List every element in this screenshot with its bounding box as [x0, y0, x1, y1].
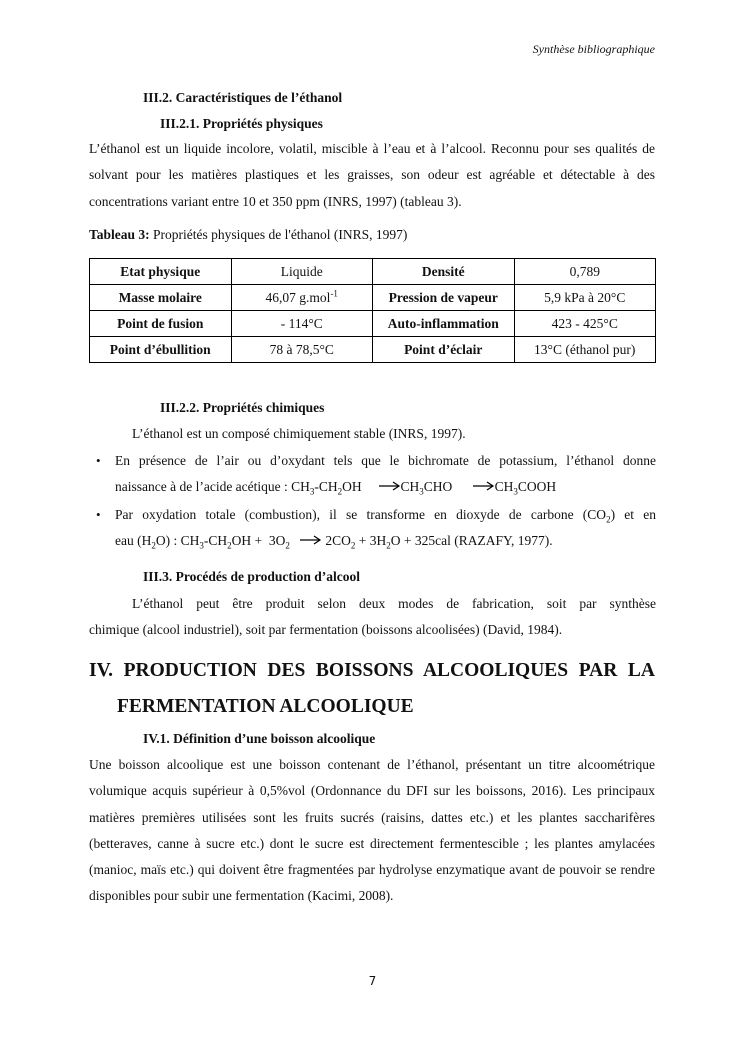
table-cell: - 114°C	[231, 311, 373, 337]
table-caption-text: Propriétés physiques de l'éthanol (INRS, 1997)	[149, 227, 408, 242]
production-line-1: L’éthanol peut être produit selon deux modes de fabrication, soit par synthèse	[132, 596, 656, 611]
subsection-title-3-2-1: III.2.1. Propriétés physiques	[160, 116, 323, 131]
bullet-2-line-2: eau $(H_2O)$ : $CH_3-CH_2OH + 3O_2$ $2CO_2 + 3H_2O + 325cal$ (RAZAFY, 1977).	[115, 533, 553, 551]
table-cell: Densité	[373, 259, 515, 285]
bullet-1-line-2: naissance à de l’acide acétique : $CH_3-CH_2OH$ $CH_3CHO$ $CH_3COOH$	[115, 479, 557, 497]
table-cell	[231, 285, 373, 311]
production-line-2: chimique (alcool industriel), soit par fermentation (boissons alcoolisées) (David, 1984).	[89, 622, 563, 637]
bullet-icon: •	[96, 507, 101, 522]
running-header: Synthèse bibliographique	[532, 42, 655, 56]
table-cell: Masse molaire	[90, 285, 232, 311]
molar-mass-exponent: -1	[330, 288, 338, 298]
table-cell: Etat physique	[90, 259, 232, 285]
chemical-stability-text: L’éthanol est un composé chimiquement stable (INRS, 1997).	[132, 426, 466, 441]
table-cell: 423 - 425°C	[514, 311, 656, 337]
page-number: 7	[368, 974, 377, 988]
table-cell: 13°C (éthanol pur)	[514, 337, 656, 363]
table-cell: 5,9 kPa à 20°C	[514, 285, 656, 311]
physical-properties-paragraph: L’éthanol est un liquide incolore, volatil, miscible à l’eau et à l’alcool. Reconnu pour ses qualités de solvant pour les matières plastiques et les graisses, son odeur est agréable et détectable à des concentrations variant entre 10 et 350 ppm (INRS, 1997) (tableau 3).	[89, 141, 655, 209]
table-row	[90, 337, 656, 363]
chapter-title-line-1: IV. PRODUCTION DES BOISSONS ALCOOLIQUES PAR LA	[89, 660, 655, 681]
table-cell: Auto-inflammation	[373, 311, 515, 337]
table-cell: 0,789	[514, 259, 656, 285]
table-cell: Point de fusion	[90, 311, 232, 337]
table-cell: Liquide	[231, 259, 373, 285]
table-row	[90, 259, 656, 285]
arrow-icon	[379, 481, 401, 491]
table-cell: Pression de vapeur	[373, 285, 515, 311]
bullet-icon: •	[96, 453, 101, 468]
subsection-title-3-2-2: III.2.2. Propriétés chimiques	[160, 400, 325, 415]
table-cell: Point d’ébullition	[90, 337, 232, 363]
bullet-1-line-1: En présence de l’air ou d’oxydant tels que le bichromate de potassium, l’éthanol donne	[115, 453, 656, 468]
chapter-title-line-2: FERMENTATION ALCOOLIQUE	[117, 696, 414, 717]
section-title-3-3: III.3. Procédés de production d’alcool	[143, 569, 361, 584]
table-row	[90, 285, 656, 311]
section-title-4-1: IV.1. Définition d’une boisson alcoolique	[143, 731, 376, 746]
table-caption	[89, 227, 407, 243]
physical-properties-table	[89, 258, 656, 363]
arrow-icon	[300, 535, 322, 545]
table-cell: 78 à 78,5°C	[231, 337, 373, 363]
section-title-3-2: III.2. Caractéristiques de l’éthanol	[143, 90, 343, 105]
table-cell: Point d’éclair	[373, 337, 515, 363]
table-caption-label: Tableau 3:	[89, 227, 150, 242]
bullet-2-line-1: Par oxydation totale (combustion), il se transforme en dioxyde de carbone $(CO_2)$ et en	[115, 507, 657, 525]
arrow-icon	[473, 481, 495, 491]
molar-mass-value: 46,07 g.mol	[265, 289, 331, 305]
table-row	[90, 311, 656, 337]
definition-paragraph: Une boisson alcoolique est une boisson contenant de l’éthanol, présentant un titre alcoométrique volumique acquis supérieur à 0,5%vol (Ordonnance du DFI sur les boissons, 2016). Les principaux matières premières utilisées sont les fruits sucrés (raisins, dattes etc.) et les plantes saccharifères (betteraves, canne à sucre etc.) dont le sucre est directement fermentescible ; les plantes amylacées (manioc, maïs etc.) qui doivent être fragmentées par hydrolyse enzymatique avant de pouvoir se rendre disponibles pour subir une fermentation (Kacimi, 2008).	[89, 757, 655, 904]
